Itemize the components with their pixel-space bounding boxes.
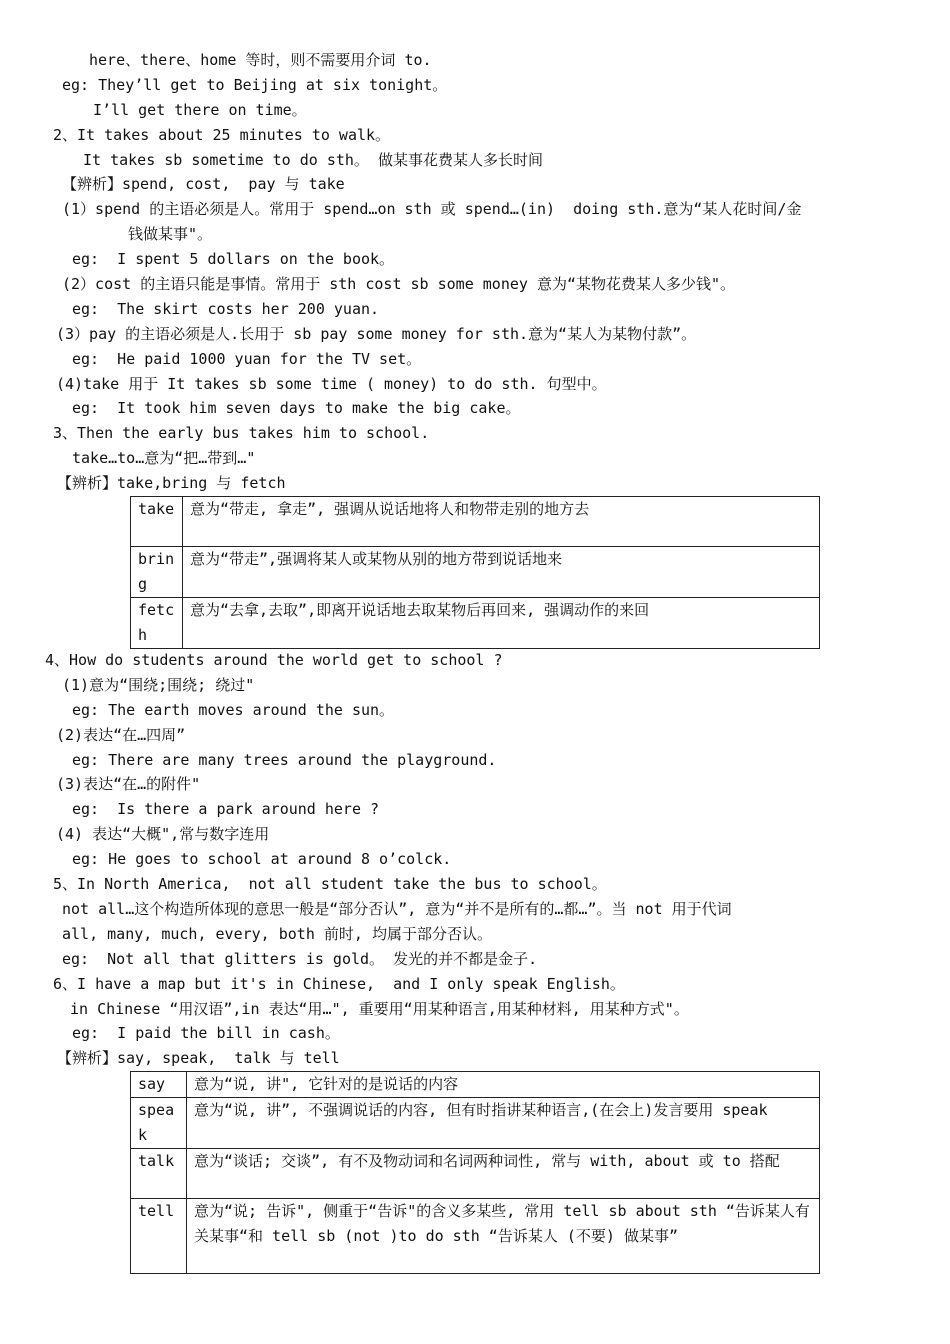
text-line: here、there、home 等时，则不需要用介词 to. (89, 51, 432, 69)
example-line: eg: Is there a park around here ? (72, 800, 380, 819)
text-line: 钱做某事"。 (128, 225, 213, 244)
text-line: take…to…意为“把…带到…" (72, 449, 256, 468)
document-page (0, 48, 950, 1276)
table-take-bring-fetch (130, 496, 820, 649)
example-line: eg: He paid 1000 yuan for the TV set。 (72, 349, 422, 368)
table-row (131, 1098, 820, 1149)
text-line: (1)意为“围绕;围绕; 绕过" (62, 675, 255, 694)
analysis-heading: 【辨析】spend, cost, pay 与 take (62, 175, 345, 194)
text-line: (1）spend 的主语必须是人。常用于 spend…on sth 或 spend…(in) doing sth.意为“某人花时间/金 (62, 200, 802, 219)
section-heading: 2、It takes about 25 minutes to walk。 (53, 125, 391, 144)
table-say-speak-talk-tell-area (0, 1071, 950, 1276)
table-say-speak-talk-tell (130, 1071, 820, 1274)
word-cell: talk (131, 1149, 187, 1199)
word-cell: say (131, 1072, 187, 1098)
text-line: not all…这个构造所体现的意思一般是“部分否认”, 意为“并不是所有的…都…”。当 not 用于代词 (62, 899, 732, 918)
section-heading: 4、How do students around the world get to school ? (45, 651, 503, 670)
table-row (131, 497, 820, 547)
word-cell: fetch (131, 598, 183, 649)
meaning-cell: 意为“说, 讲", 它针对的是说话的内容 (187, 1072, 820, 1098)
text-line: in Chinese “用汉语”,in 表达“用…", 重要用“用某种语言,用某种材料, 用某种方式"。 (70, 999, 689, 1018)
text-line: It takes sb sometime to do sth。 做某事花费某人多长时间 (83, 150, 543, 169)
example-line: eg: He goes to school at around 8 o’colck. (72, 850, 452, 869)
table-row (131, 1199, 820, 1274)
text-line: (3)表达“在…的附件" (56, 775, 201, 794)
meaning-cell: 意为“带走, 拿走”, 强调从说话地将人和物带走别的地方去 (183, 497, 820, 547)
analysis-heading: 【辨析】take,bring 与 fetch (57, 474, 286, 493)
table-row (131, 547, 820, 598)
example-line: eg: Not all that glitters is gold。 发光的并不都是金子. (62, 949, 538, 968)
example-line: I’ll get there on time。 (93, 100, 307, 119)
example-line: eg: There are many trees around the playground. (72, 750, 497, 769)
meaning-cell: 意为“去拿,去取”,即离开说话地去取某物后再回来, 强调动作的来回 (183, 598, 820, 649)
text-line: (4) 表达“大概",常与数字连用 (56, 825, 270, 844)
section-heading: 3、Then the early bus takes him to school. (53, 424, 430, 443)
word-cell: take (131, 497, 183, 547)
meaning-cell: 意为“说; 告诉", 侧重于“告诉"的含义多某些, 常用 tell sb about sth “告诉某人有关某事“和 tell sb (not )to do sth “告诉某人 (不要) 做某事” (187, 1199, 820, 1274)
text-line: (2）cost 的主语只能是事情。常用于 sth cost sb some money 意为“某物花费某人多少钱"。 (62, 275, 736, 294)
meaning-cell: 意为“说, 讲”, 不强调说话的内容, 但有时指讲某种语言,(在会上)发言要用 speak (187, 1098, 820, 1149)
text-line: (2)表达“在…四周” (56, 725, 186, 744)
text-line: all, many, much, every, both 前时, 均属于部分否认。 (62, 924, 492, 943)
section-heading: 5、In North America, not all student take the bus to school。 (53, 875, 607, 894)
example-line: eg: I paid the bill in cash。 (72, 1024, 340, 1043)
word-cell: speak (131, 1098, 187, 1149)
text-line: (4)take 用于 It takes sb some time ( money) to do sth. 句型中。 (56, 374, 607, 393)
table-take-bring-fetch-area (0, 496, 950, 648)
example-line: eg: They’ll get to Beijing at six tonight。 (62, 75, 448, 94)
table-row (131, 598, 820, 649)
meaning-cell: 意为“谈话; 交谈”, 有不及物动词和名词两种词性, 常与 with, about 或 to 搭配 (187, 1149, 820, 1199)
example-line: eg: I spent 5 dollars on the book。 (72, 250, 395, 269)
section-heading: 6、I have a map but it's in Chinese, and I only speak English。 (53, 974, 625, 993)
word-cell: bring (131, 547, 183, 598)
example-line: eg: The earth moves around the sun。 (72, 700, 395, 719)
example-line: eg: The skirt costs her 200 yuan. (72, 299, 380, 318)
table-row (131, 1072, 820, 1098)
table-row (131, 1149, 820, 1199)
example-line: eg: It took him seven days to make the big cake。 (72, 399, 521, 418)
meaning-cell: 意为“带走”,强调将某人或某物从别的地方带到说话地来 (183, 547, 820, 598)
word-cell: tell (131, 1199, 187, 1274)
analysis-heading: 【辨析】say, speak, talk 与 tell (57, 1049, 340, 1068)
text-line: (3）pay 的主语必须是人.长用于 sb pay some money for sth.意为“某人为某物付款”。 (56, 324, 697, 343)
